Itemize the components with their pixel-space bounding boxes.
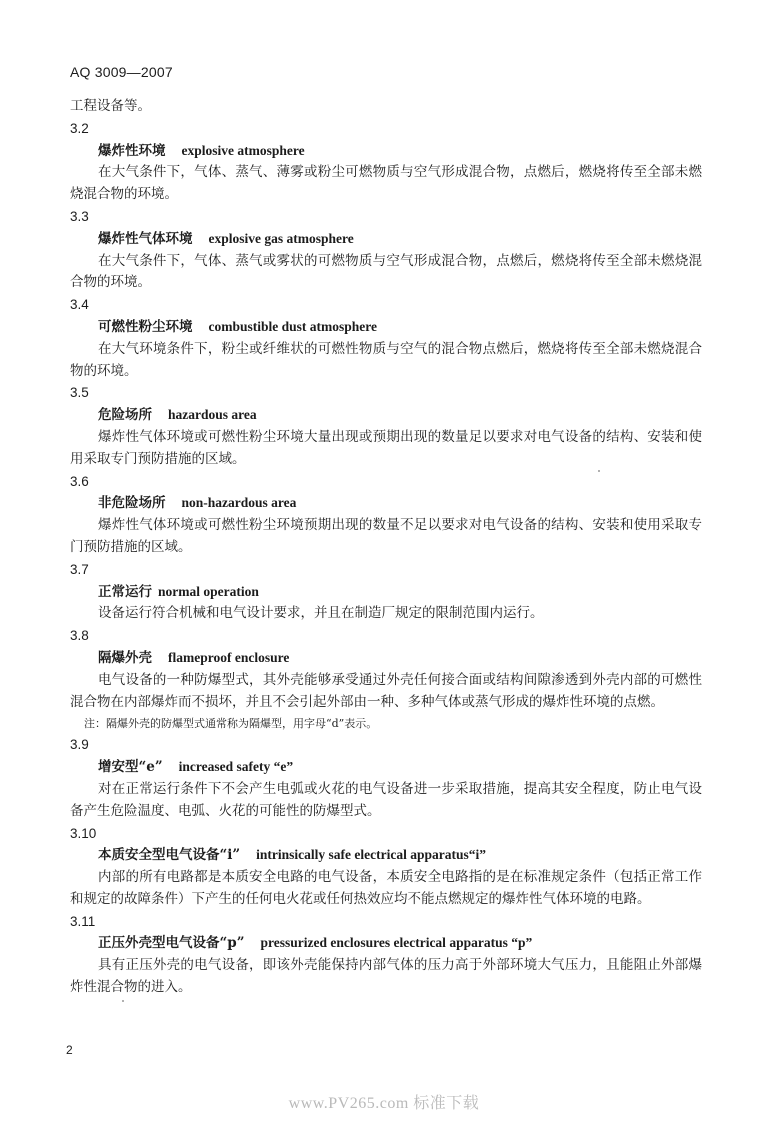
section-number: 3.5: [70, 385, 89, 401]
document-body: [70, 96, 702, 999]
definition: 对在正常运行条件下不会产生电弧或火花的电气设备进一步采取措施，提高其安全程度，防止电气设备产生危险温度、电弧、火花的可能性的防爆型式。: [70, 780, 702, 819]
term-zh: 本质安全型电气设备“i”: [98, 847, 241, 864]
section-3-10: [70, 823, 702, 911]
term-zh: 危险场所: [98, 407, 152, 424]
definition: 在大气环境条件下，粉尘或纤维状的可燃性物质与空气的混合物点燃后，燃烧将传至全部未燃烧混合物的环境。: [70, 340, 702, 379]
section-3-11: [70, 911, 702, 999]
watermark: www.PV265.com 标准下载: [288, 1095, 480, 1112]
definition: 具有正压外壳的电气设备，即该外壳能保持内部气体的压力高于外部环境大气压力，且能阻止外部爆炸性混合物的进入。: [70, 957, 702, 996]
term-heading: [70, 316, 702, 339]
definition: 在大气条件下，气体、蒸气、薄雾或粉尘可燃物质与空气形成混合物，点燃后，燃烧将传至全部未燃烧混合物的环境。: [70, 164, 702, 203]
section-number: 3.10: [70, 825, 97, 841]
section-number: 3.3: [70, 208, 89, 224]
note: 注：隔爆外壳的防爆型式通常称为隔爆型，用字母“d”表示。: [84, 717, 378, 731]
term-heading: [70, 932, 702, 955]
section-3-6: [70, 471, 702, 559]
term-en: combustible dust atmosphere: [208, 318, 378, 334]
term-zh: 爆炸性气体环境: [98, 230, 193, 247]
intro-text: 工程设备等。: [70, 98, 151, 114]
section-number: 3.11: [70, 913, 96, 929]
term-zh: 非危险场所: [98, 495, 166, 512]
section-number: 3.8: [70, 628, 89, 644]
term-zh: 可燃性粉尘环境: [98, 318, 193, 335]
term-en: non-hazardous area: [181, 495, 297, 511]
term-heading: [70, 756, 702, 779]
term-zh: 正常运行: [98, 583, 152, 600]
term-en: flameproof enclosure: [168, 649, 290, 665]
section-3-5: [70, 382, 702, 470]
section-3-4: [70, 294, 702, 382]
term-en: normal operation: [158, 583, 259, 599]
section-number: 3.7: [70, 561, 89, 577]
term-heading: [70, 140, 702, 163]
term-heading: [70, 404, 702, 427]
term-en: increased safety “e”: [178, 759, 294, 775]
definition: 爆炸性气体环境或可燃性粉尘环境预期出现的数量不足以要求对电气设备的结构、安装和使用采取专门预防措施的区域。: [70, 517, 702, 555]
term-en: pressurized enclosures electrical apparatus “p”: [260, 935, 533, 951]
definition: 内部的所有电路都是本质安全电路的电气设备，本质安全电路指的是在标准规定条件（包括正常工作和规定的故障条件）下产生的任何电火花或任何热效应均不能点燃规定的爆炸性气体环境的电路。: [70, 869, 702, 907]
section-number: 3.2: [70, 120, 89, 136]
term-en: explosive gas atmosphere: [208, 230, 354, 246]
definition: 电气设备的一种防爆型式，其外壳能够承受通过外壳任何接合面或结构间隙渗透到外壳内部的可燃性混合物在内部爆炸而不损坏，并且不会引起外部由一种、多种气体或蒸气形成的爆炸性环境的点燃。: [70, 671, 702, 710]
section-3-3: [70, 206, 702, 294]
term-heading: [70, 844, 702, 867]
term-en: hazardous area: [168, 407, 257, 423]
term-zh: 隔爆外壳: [98, 649, 152, 666]
section-3-9: [70, 734, 702, 822]
term-heading: [70, 492, 702, 515]
definition: 在大气条件下，气体、蒸气或雾状的可燃物质与空气形成混合物，点燃后，燃烧将传至全部未燃烧混合物的环境。: [70, 252, 702, 291]
section-3-7: [70, 559, 702, 625]
term-en: intrinsically safe electrical apparatus“i”: [256, 847, 487, 863]
definition: 设备运行符合机械和电气设计要求，并且在制造厂规定的限制范围内运行。: [98, 605, 544, 622]
section-number: 3.6: [70, 473, 89, 489]
section-3-2: [70, 118, 702, 206]
term-zh: 正压外壳型电气设备“p”: [98, 935, 245, 952]
standard-code: AQ 3009—2007: [70, 64, 173, 80]
section-3-8: [70, 625, 702, 734]
term-en: explosive atmosphere: [181, 142, 305, 158]
term-heading: [70, 647, 702, 670]
term-zh: 增安型“e”: [98, 759, 163, 776]
section-number: 3.4: [70, 297, 89, 313]
scan-speck: [122, 1000, 124, 1002]
scan-speck: [598, 470, 600, 472]
term-zh: 爆炸性环境: [98, 142, 166, 159]
section-number: 3.9: [70, 737, 89, 753]
page-number: 2: [66, 1043, 73, 1057]
term-heading: [70, 228, 702, 251]
definition: 爆炸性气体环境或可燃性粉尘环境大量出现或预期出现的数量足以要求对电气设备的结构、安装和使用采取专门预防措施的区域。: [70, 428, 702, 467]
term-heading: [70, 581, 702, 604]
